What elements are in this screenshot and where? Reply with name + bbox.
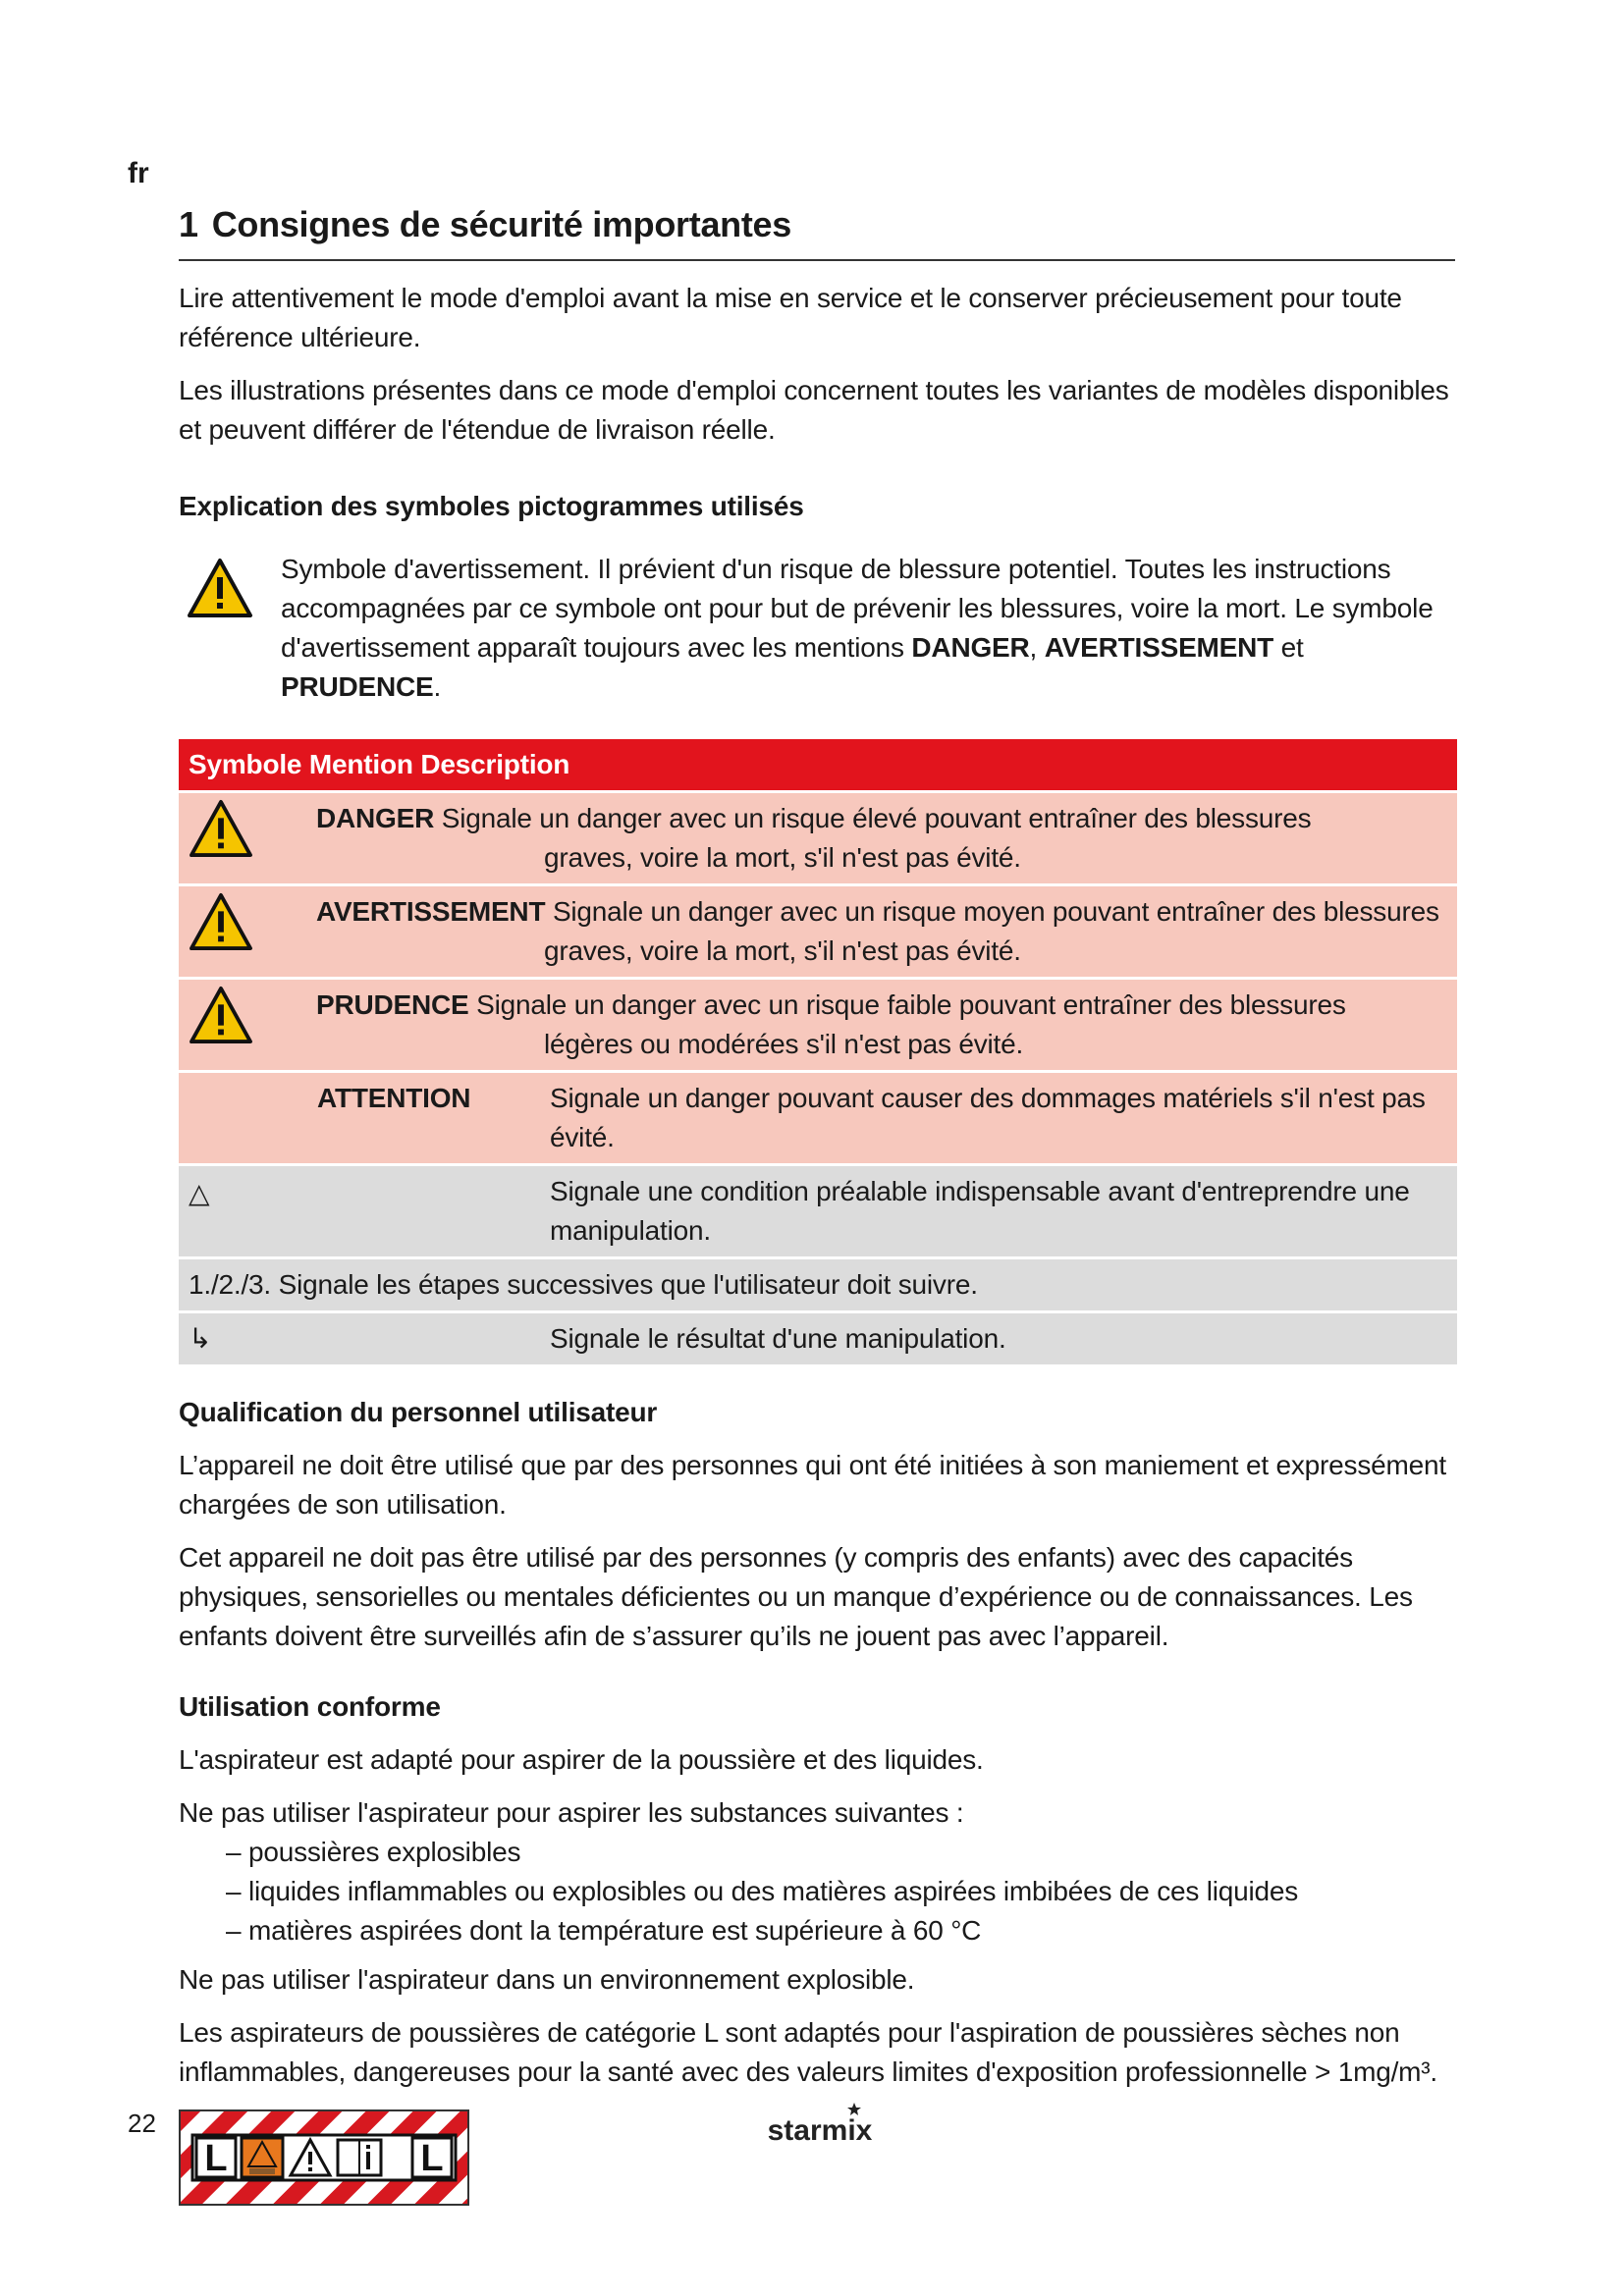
separator: , [1029, 632, 1045, 663]
table-cell-description: Signale une condition préalable indispensable avant d'entreprendre une manipulation. [550, 1166, 1457, 1256]
description-line-1: Signale un danger avec un risque élevé pouvant entraîner des blessures [434, 803, 1312, 833]
word-danger: DANGER [911, 632, 1030, 663]
section-heading [179, 204, 1455, 261]
badge-letter-right: L [420, 2138, 444, 2179]
qualification-paragraph-1: L’appareil ne doit être utilisé que par des personnes qui ont été initiées à son maniement et expressément chargées de son utilisation. [179, 1450, 1446, 1520]
content-column [179, 204, 1455, 2211]
table-cell-description: 1./2./3. Signale les étapes successives que l'utilisateur doit suivre. [179, 1259, 1457, 1310]
word-prudence: PRUDENCE [281, 671, 434, 702]
list-item: – liquides inflammables ou explosibles ou des matières aspirées imbibées de ces liquides [226, 1876, 1299, 1906]
brand-name: starmix [767, 2114, 873, 2147]
description-line-1: Signale un danger avec un risque faible pouvant entraîner des blessures [468, 989, 1346, 1020]
mention-prudence: PRUDENCE [316, 989, 469, 1020]
usage-heading: Utilisation conforme [179, 1691, 441, 1722]
table-row-result [179, 1313, 1457, 1364]
table-row-avertissement [179, 886, 1457, 977]
table-cell-description [316, 980, 1457, 1070]
starmix-logo [756, 2101, 884, 2153]
description-line-2: graves, voire la mort, s'il n'est pas évité. [544, 842, 1021, 873]
description-line-1: Signale un danger avec un risque moyen pouvant entraîner des blessures [545, 896, 1439, 927]
usage-paragraph-4: Les aspirateurs de poussières de catégorie L sont adaptés pour l'aspiration de poussières sèches non inflammables, dangereuses pour la santé avec des valeurs limites d'exposition professionnelle > 1mg/m³. [179, 2017, 1437, 2087]
symbols-heading: Explication des symboles pictogrammes utilisés [179, 491, 804, 521]
intro-paragraph-1: Lire attentivement le mode d'emploi avant la mise en service et le conserver précieusement pour toute référence ultérieure. [179, 283, 1402, 352]
period: . [433, 671, 442, 702]
table-header: Symbole Mention Description [179, 739, 1457, 790]
badge-letter-left: L [204, 2138, 228, 2179]
table-cell-mention [316, 1166, 550, 1256]
intro-paragraph-2: Les illustrations présentes dans ce mode d'emploi concernent toutes les variantes de modèles disponibles et peuvent différer de l'étendue de livraison réelle. [179, 375, 1449, 445]
outline-triangle-icon: △ [179, 1166, 316, 1256]
warning-text: Symbole d'avertissement. Il prévient d'un risque de blessure potentiel. Toutes les instructions accompagnées par ce symbole ont pour but de prévenir les blessures, voire la mort. Le symbole d'avertissement apparaît toujours avec les mentions [281, 554, 1434, 663]
table-cell-description: Signale un danger pouvant causer des dommages matériels s'il n'est pas évité. [550, 1073, 1457, 1163]
forbidden-substances-list [179, 1833, 1455, 1950]
mention-attention: ATTENTION [317, 1083, 471, 1113]
warning-triangle-icon [189, 892, 253, 951]
usage-paragraph-3: Ne pas utiliser l'aspirateur dans un environnement explosible. [179, 1964, 915, 1995]
description-line-2: graves, voire la mort, s'il n'est pas évité. [544, 935, 1021, 966]
table-row-attention [179, 1073, 1457, 1163]
mention-avertissement: AVERTISSEMENT [316, 896, 546, 927]
separator: et [1273, 632, 1304, 663]
symbols-table [179, 736, 1457, 1367]
table-cell-symbol [179, 886, 316, 977]
section-title: Consignes de sécurité importantes [211, 204, 791, 244]
table-cell-mention [316, 1073, 550, 1163]
table-cell-symbol [179, 793, 316, 883]
qualification-paragraph-2: Cet appareil ne doit pas être utilisé par des personnes (y compris des enfants) avec des capacités physiques, sensorielles ou mentales déficientes ou un manque d’expérience ou de connaissances. Les enfants doivent être surveillés afin de s’assurer qu’ils ne jouent pas avec l’appareil. [179, 1542, 1413, 1651]
mention-danger: DANGER [316, 803, 435, 833]
warning-explanation-text [281, 550, 1455, 707]
table-cell-description [316, 793, 1457, 883]
warning-triangle-icon [189, 986, 253, 1044]
warning-triangle-icon [189, 799, 253, 858]
qualification-heading: Qualification du personnel utilisateur [179, 1397, 658, 1427]
table-cell-symbol [179, 980, 316, 1070]
table-cell-description [316, 886, 1457, 977]
table-header-row [179, 739, 1457, 790]
section-number: 1 [179, 204, 198, 244]
list-item: – poussières explosibles [226, 1837, 521, 1867]
warning-symbol-explanation [179, 550, 1455, 707]
word-avertissement: AVERTISSEMENT [1044, 632, 1274, 663]
table-row-prudence [179, 980, 1457, 1070]
usage-paragraph-2: Ne pas utiliser l'aspirateur pour aspirer les substances suivantes : [179, 1797, 964, 1828]
list-item: – matières aspirées dont la température est supérieure à 60 °C [226, 1915, 982, 1946]
description-line-2: légères ou modérées s'il n'est pas évité. [544, 1029, 1024, 1059]
page-number: 22 [128, 2109, 156, 2138]
table-cell-mention [316, 1313, 550, 1364]
table-row-precondition [179, 1166, 1457, 1256]
result-arrow-icon: ↳ [179, 1313, 316, 1364]
usage-paragraph-1: L'aspirateur est adapté pour aspirer de la poussière et des liquides. [179, 1744, 984, 1775]
warning-triangle-icon [187, 558, 253, 623]
table-row-danger [179, 793, 1457, 883]
language-tag: fr [128, 157, 149, 189]
table-row-steps [179, 1259, 1457, 1310]
table-cell-description: Signale le résultat d'une manipulation. [550, 1313, 1457, 1364]
table-cell-symbol [179, 1073, 316, 1163]
